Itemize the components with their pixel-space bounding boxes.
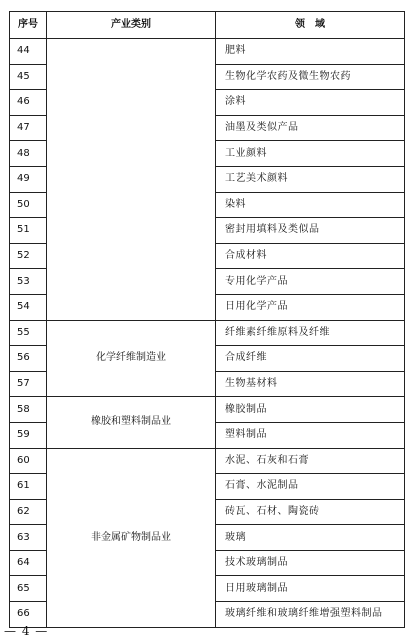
serial-number-cell: 52 bbox=[10, 243, 47, 269]
field-cell: 合成纤维 bbox=[216, 346, 405, 372]
serial-number-cell: 54 bbox=[10, 294, 47, 320]
field-cell: 工业颜料 bbox=[216, 141, 405, 167]
table-row bbox=[10, 39, 405, 65]
serial-number-cell: 56 bbox=[10, 346, 47, 372]
serial-number-cell: 63 bbox=[10, 525, 47, 551]
field-cell: 塑料制品 bbox=[216, 422, 405, 448]
industry-category-cell: 橡胶和塑料制品业 bbox=[47, 397, 216, 448]
serial-number-cell: 48 bbox=[10, 141, 47, 167]
industry-category-cell: 化学纤维制造业 bbox=[47, 320, 216, 397]
field-cell: 水泥、石灰和石膏 bbox=[216, 448, 405, 474]
serial-number-cell: 55 bbox=[10, 320, 47, 346]
serial-number-cell: 45 bbox=[10, 64, 47, 90]
industry-table bbox=[9, 11, 405, 628]
field-cell: 生物化学农药及微生物农药 bbox=[216, 64, 405, 90]
field-cell: 砖瓦、石材、陶瓷砖 bbox=[216, 499, 405, 525]
serial-number-cell: 46 bbox=[10, 90, 47, 116]
field-cell: 纤维素纤维原料及纤维 bbox=[216, 320, 405, 346]
field-cell: 专用化学产品 bbox=[216, 269, 405, 295]
industry-category-cell: 非金属矿物制品业 bbox=[47, 448, 216, 627]
field-cell: 密封用填料及类似品 bbox=[216, 218, 405, 244]
serial-number-cell: 51 bbox=[10, 218, 47, 244]
serial-number-cell: 60 bbox=[10, 448, 47, 474]
field-cell: 日用玻璃制品 bbox=[216, 576, 405, 602]
field-cell: 日用化学产品 bbox=[216, 294, 405, 320]
field-cell: 玻璃纤维和玻璃纤维增强塑料制品 bbox=[216, 602, 405, 628]
field-cell: 石膏、水泥制品 bbox=[216, 474, 405, 500]
header-serial: 序号 bbox=[10, 12, 47, 39]
field-cell: 涂料 bbox=[216, 90, 405, 116]
header-row bbox=[10, 12, 405, 39]
serial-number-cell: 62 bbox=[10, 499, 47, 525]
serial-number-cell: 49 bbox=[10, 166, 47, 192]
table-row bbox=[10, 397, 405, 423]
field-cell: 橡胶制品 bbox=[216, 397, 405, 423]
serial-number-cell: 66 bbox=[10, 602, 47, 628]
serial-number-cell: 61 bbox=[10, 474, 47, 500]
serial-number-cell: 44 bbox=[10, 39, 47, 65]
field-cell: 染料 bbox=[216, 192, 405, 218]
field-cell: 生物基材料 bbox=[216, 371, 405, 397]
serial-number-cell: 57 bbox=[10, 371, 47, 397]
table-row bbox=[10, 320, 405, 346]
field-cell: 油墨及类似产品 bbox=[216, 115, 405, 141]
serial-number-cell: 50 bbox=[10, 192, 47, 218]
field-cell: 工艺美术颜料 bbox=[216, 166, 405, 192]
field-cell: 技术玻璃制品 bbox=[216, 550, 405, 576]
serial-number-cell: 53 bbox=[10, 269, 47, 295]
serial-number-cell: 64 bbox=[10, 550, 47, 576]
field-cell: 合成材料 bbox=[216, 243, 405, 269]
serial-number-cell: 58 bbox=[10, 397, 47, 423]
field-cell: 玻璃 bbox=[216, 525, 405, 551]
industry-category-cell bbox=[47, 39, 216, 321]
table-row bbox=[10, 448, 405, 474]
field-cell: 肥料 bbox=[216, 39, 405, 65]
serial-number-cell: 47 bbox=[10, 115, 47, 141]
header-category: 产业类别 bbox=[47, 12, 216, 39]
serial-number-cell: 65 bbox=[10, 576, 47, 602]
serial-number-cell: 59 bbox=[10, 422, 47, 448]
header-field: 领 域 bbox=[216, 12, 405, 39]
page-number: — 4 — bbox=[4, 624, 49, 638]
